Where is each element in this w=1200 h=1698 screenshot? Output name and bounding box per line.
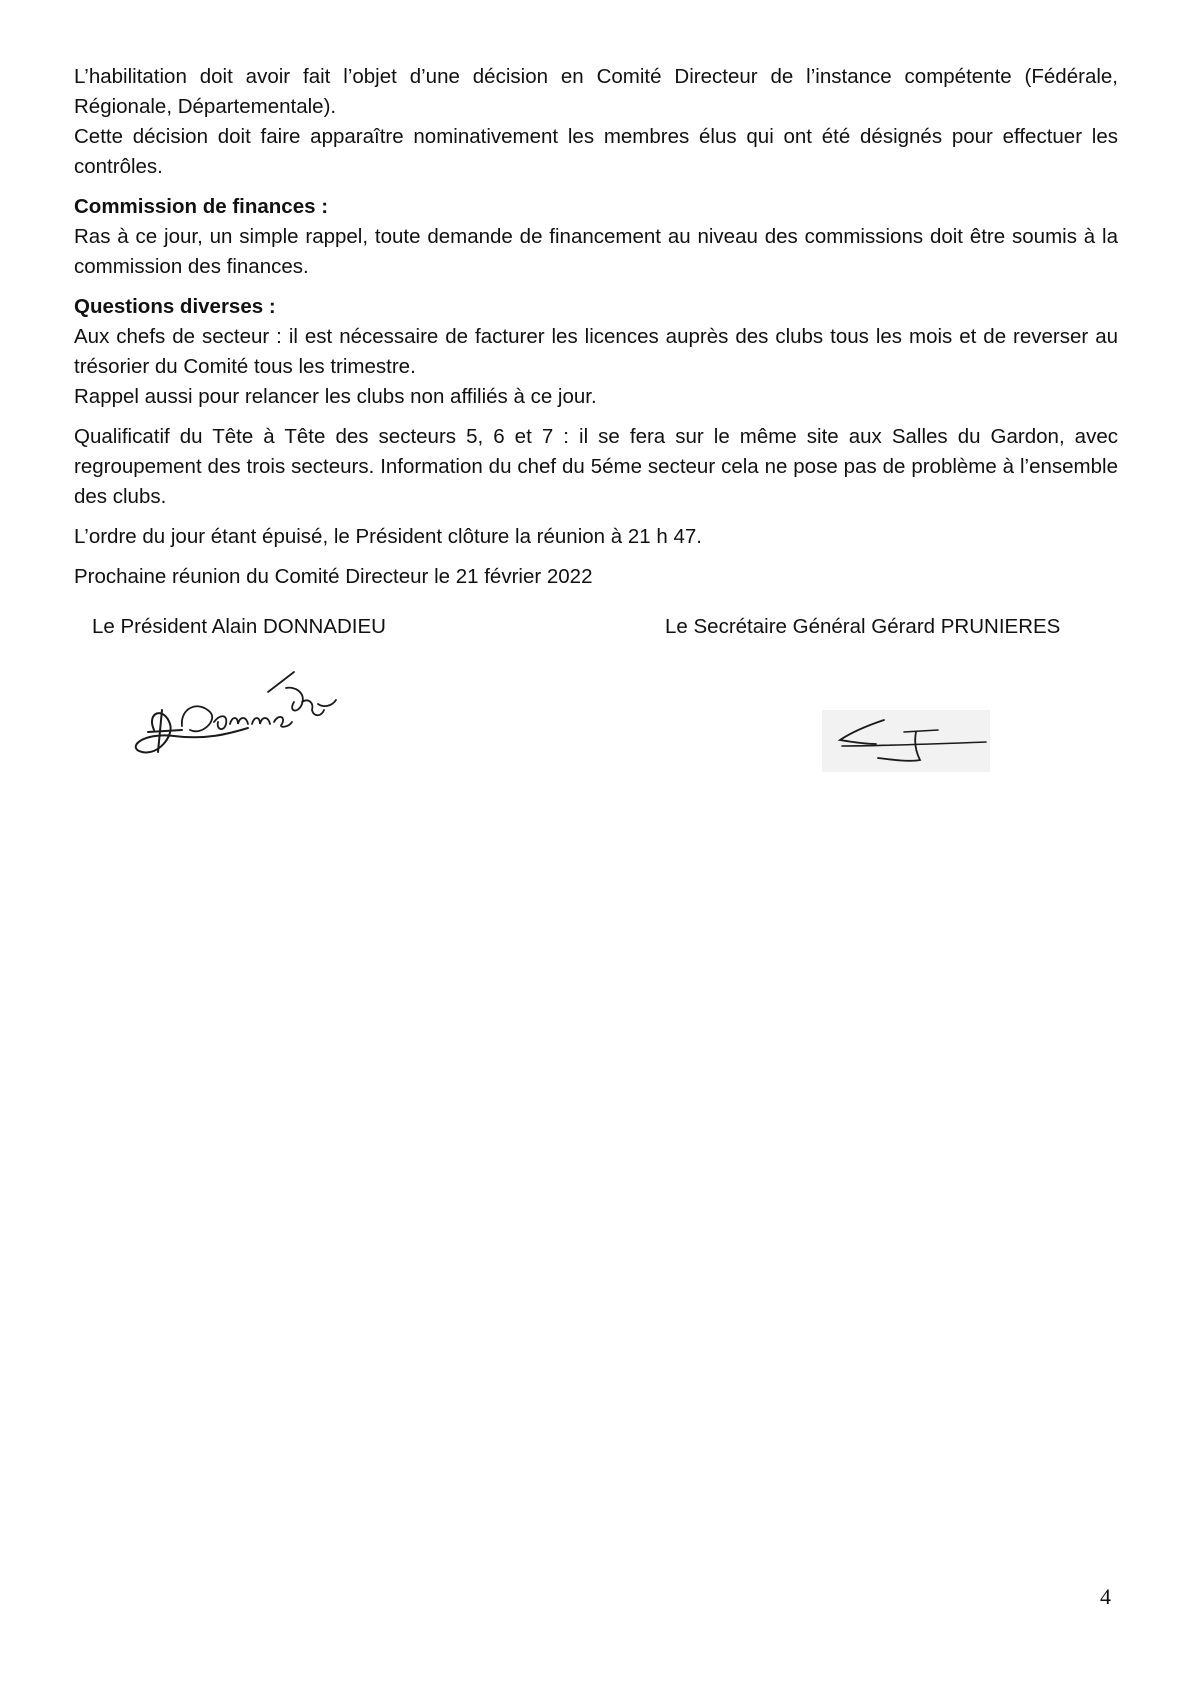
page-number: 4 xyxy=(1100,1584,1111,1609)
president-signature xyxy=(118,652,338,772)
president-label: Le Président Alain DONNADIEU xyxy=(92,615,386,638)
paragraph-prochaine-reunion: Prochaine réunion du Comité Directeur le 21 février 2022 xyxy=(74,565,593,588)
paragraph-finances: Ras à ce jour, un simple rappel, toute demande de financement au niveau des commissions doit être soumis à la commission des finances. xyxy=(74,225,1118,278)
paragraph-qualificatif: Qualificatif du Tête à Tête des secteurs 5, 6 et 7 : il se fera sur le même site aux Salles du Gardon, avec regroupement des trois secteurs. Information du chef du 5éme secteur cela ne pose pas de problème à l’ensemble des clubs. xyxy=(74,425,1118,508)
paragraph-habilitation: L’habilitation doit avoir fait l’objet d’une décision en Comité Directeur de l’instance compétente (Fédérale, Régionale, Départementale). xyxy=(74,65,1118,118)
secretary-signature xyxy=(822,710,990,772)
paragraph-decision: Cette décision doit faire apparaître nominativement les membres élus qui ont été désignés pour effectuer les contrôles. xyxy=(74,125,1118,178)
heading-questions-diverses: Questions diverses : xyxy=(74,295,276,318)
paragraph-cloture: L’ordre du jour étant épuisé, le Président clôture la réunion à 21 h 47. xyxy=(74,525,702,548)
document-body xyxy=(74,62,1118,592)
heading-commission-finances: Commission de finances : xyxy=(74,195,329,218)
secretary-label: Le Secrétaire Général Gérard PRUNIERES xyxy=(665,615,1061,638)
paragraph-rappel: Rappel aussi pour relancer les clubs non affiliés à ce jour. xyxy=(74,385,597,408)
paragraph-chefs-secteur: Aux chefs de secteur : il est nécessaire de facturer les licences auprès des clubs tous les mois et de reverser au trésorier du Comité tous les trimestre. xyxy=(74,325,1118,378)
